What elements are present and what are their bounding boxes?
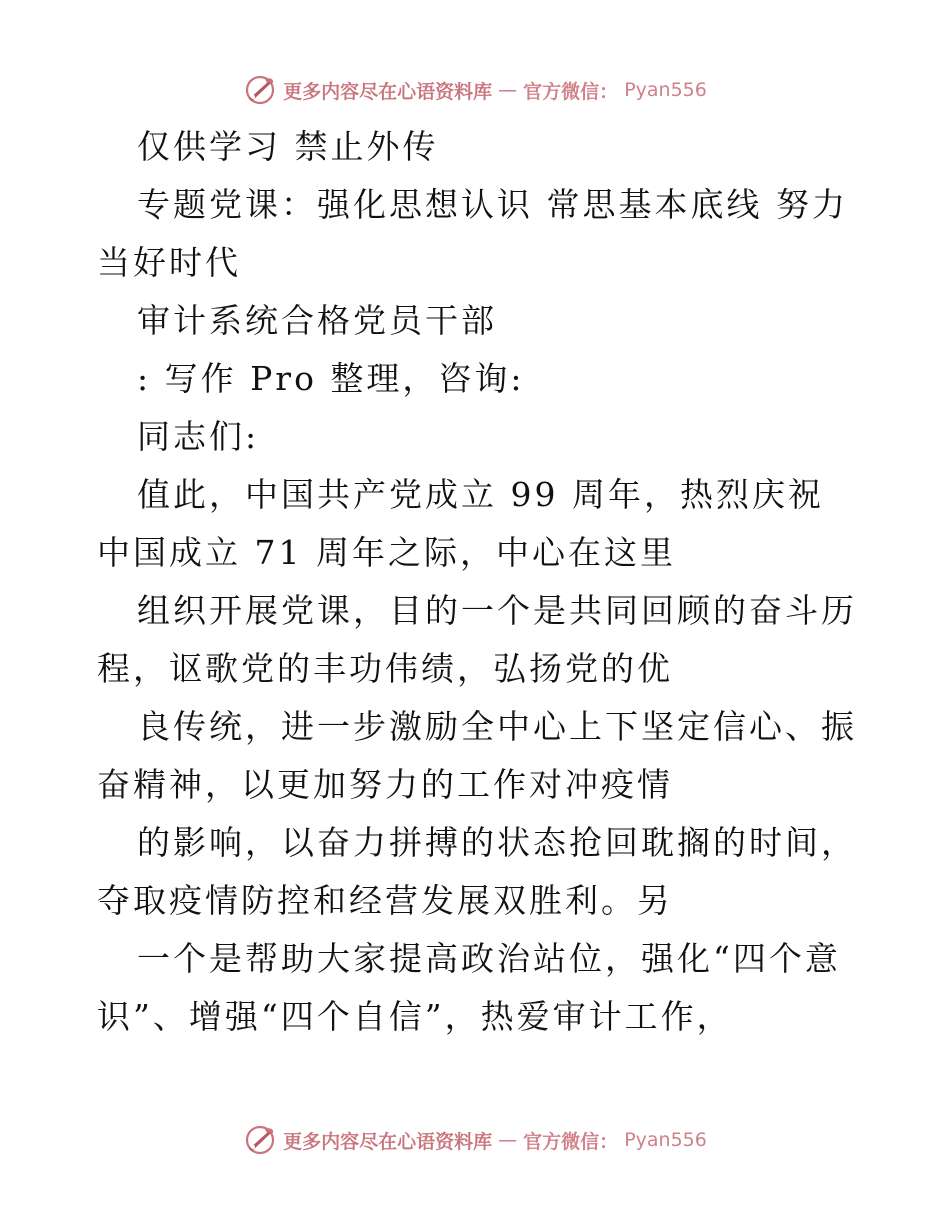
document-body [97, 118, 857, 1046]
watermark-wechat-id: Pyan556 [624, 1129, 707, 1151]
footer-watermark [0, 1120, 950, 1160]
paragraph: 专题党课：强化思想认识 常思基本底线 努力当好时代 [97, 185, 848, 282]
paragraph: 值此，中国共产党成立 99 周年，热烈庆祝中国成立 71 周年之际，中心在这里 [97, 475, 824, 572]
watermark-wechat-label: 官方微信： [523, 80, 619, 103]
paragraph: 良传统，进一步激励全中心上下坚定信心、振奋精神，以更加努力的工作对冲疫情 [97, 707, 857, 804]
quill-pen-logo-icon [243, 1123, 277, 1157]
watermark-wechat-id: Pyan556 [624, 79, 707, 101]
watermark-wechat-label: 官方微信： [523, 1130, 619, 1153]
paragraph: 审计系统合格党员干部 [137, 301, 497, 340]
paragraph: 一个是帮助大家提高政治站位，强化“四个意识”、增强“四个自信”，热爱审计工作， [97, 939, 841, 1036]
watermark-text: 更多内容尽在心语资料库 [283, 1130, 493, 1153]
paragraph: 的影响，以奋力拼搏的状态抢回耽搁的时间，夺取疫情防控和经营发展双胜利。另 [97, 823, 857, 920]
paragraph: 同志们: [137, 417, 260, 456]
watermark-separator: — [498, 1129, 518, 1151]
quill-pen-logo-icon [243, 73, 277, 107]
paragraph: 组织开展党课，目的一个是共同回顾的奋斗历程，讴歌党的丰功伟绩，弘扬党的优 [97, 591, 857, 688]
paragraph: 仅供学习 禁止外传 [137, 127, 439, 166]
watermark-separator: — [498, 79, 518, 101]
header-watermark [0, 70, 950, 110]
paragraph: : 写作 Pro 整理，咨询: [137, 359, 525, 398]
watermark-text: 更多内容尽在心语资料库 [283, 80, 493, 103]
